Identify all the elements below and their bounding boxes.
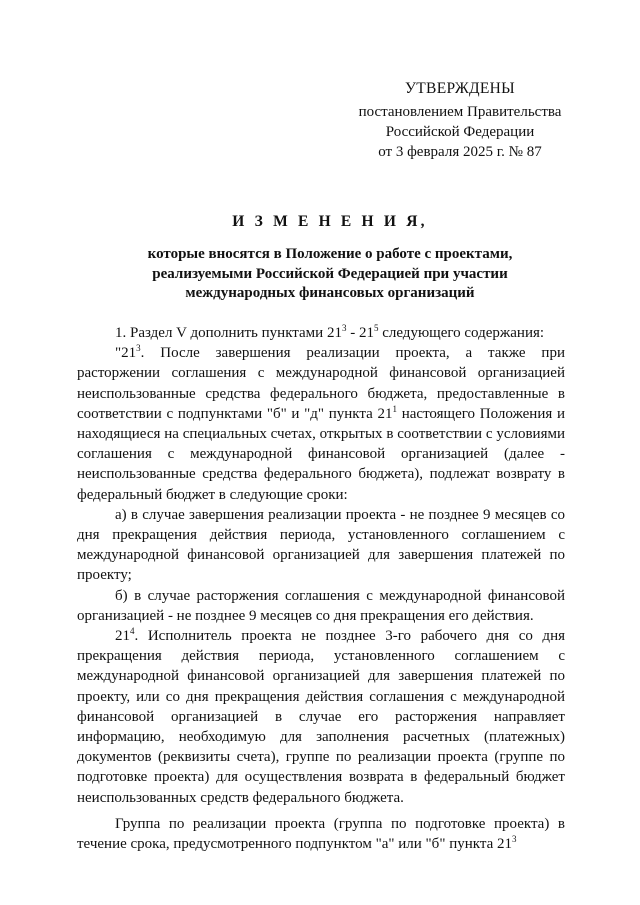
paragraph-2	[77, 343, 565, 505]
approved-heading: УТВЕРЖДЕНЫ	[405, 80, 515, 97]
approval-line-3: от 3 февраля 2025 г. № 87	[378, 144, 542, 160]
paragraph-3: а) в случае завершения реализации проекта - не позднее 9 месяцев со дня прекращения действия периода, установленного соглашением с международной финансовой организацией для завершения платежей по проекту;	[77, 506, 565, 584]
document-body	[77, 323, 565, 854]
paragraph-5-text-a: 21	[115, 628, 130, 645]
paragraph-1-sup-2: 5	[373, 323, 379, 333]
subtitle-line-1: которые вносятся в Положение о работе с проектами,	[147, 246, 513, 262]
paragraph-5	[77, 626, 565, 808]
paragraph-1-text-a: 1. Раздел V дополнить пунктами 21	[115, 325, 342, 341]
paragraph-1-text-b: - 21	[346, 325, 374, 341]
paragraph-5-sup: 4	[130, 626, 135, 637]
paragraph-2-sup-2: 1	[392, 403, 398, 414]
approval-block	[300, 79, 620, 162]
paragraph-6-text-a: Группа по реализации проекта (группа по подготовке проекта) в течение срока, предусмотренного подпунктом "а" или "б" пункта 21	[77, 815, 565, 853]
approval-line-2: Российской Федерации	[385, 124, 535, 140]
approval-line-1: постановлением Правительства	[358, 104, 562, 120]
subtitle-line-3: международных финансовых организаций	[185, 285, 475, 301]
paragraph-4: б) в случае расторжения соглашения с международной финансовой организацией - не позднее 9 месяцев со дня прекращения его действия.	[77, 587, 565, 624]
paragraph-2-text-b: . После завершения реализации проекта, а также при расторжении соглашения с международной финансовой организацией неиспользованные средства федерального бюджета, предоставленные в соответствии с подпунктами "б" и "д" пункта 21	[77, 345, 565, 422]
paragraph-5-text-b: . Исполнитель проекта не позднее 3-го рабочего дня со дня прекращения действия периода, установленного соглашением с международной финансовой организацией для завершения платежей по проекту, или со дня прекращения действия соглашения с международной финансовой организацией в случае его расторжения направляет информацию, необходимую для заполнения расчетных (платежных) документов (реквизиты счета), группе по реализации проекта (группе по подготовке проекта) для осуществления возврата в федеральный бюджет неиспользованных средств федерального бюджета.	[77, 628, 565, 806]
paragraph-6-sup: 3	[511, 834, 517, 845]
document-title: И З М Е Н Е Н И Я,	[232, 213, 428, 230]
paragraph-6	[77, 814, 565, 854]
subtitle-line-2: реализуемыми Российской Федерацией при участии	[152, 265, 508, 282]
paragraph-1-text-c: следующего содержания:	[378, 325, 545, 341]
paragraph-1-sup-1: 3	[341, 323, 347, 333]
document-subtitle	[80, 245, 580, 304]
paragraph-2-text-a: "21	[115, 345, 137, 362]
paragraph-2-text-c: настоящего Положения и находящиеся на специальных счетах, открытых в соответствии с условиями соглашения с международной финансовой организацией (далее - неиспользованные средства федерального бюджета), подлежат возврату в федеральный бюджет в следующие сроки:	[77, 405, 566, 503]
paragraph-1	[77, 323, 565, 343]
paragraph-2-sup-1: 3	[136, 343, 141, 354]
document-title-block	[80, 213, 580, 304]
